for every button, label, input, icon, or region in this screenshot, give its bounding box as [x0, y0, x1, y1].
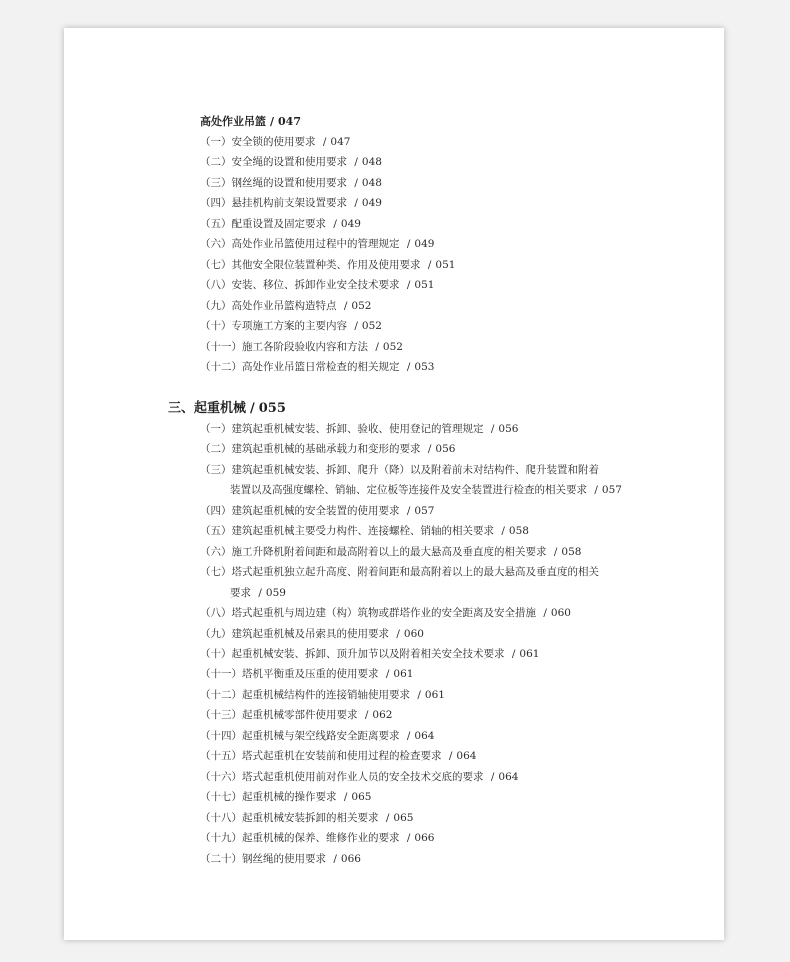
section-title: 三、起重机械	[168, 401, 247, 416]
entry-page: 057	[601, 484, 622, 497]
separator: /	[550, 545, 558, 558]
entry-page: 053	[414, 360, 435, 373]
toc-entry-continuation[interactable]	[200, 480, 622, 500]
entry-number: （四）	[200, 197, 232, 210]
separator: /	[487, 423, 495, 435]
toc-entry[interactable]	[200, 275, 455, 295]
entry-number: （六）	[200, 545, 232, 558]
entry-page: 049	[414, 238, 435, 251]
entry-title: 起重机械的操作要求	[242, 791, 337, 804]
separator: /	[250, 401, 255, 416]
separator: /	[255, 586, 262, 599]
entry-number: （十八）	[200, 811, 242, 824]
toc-entry[interactable]	[200, 214, 455, 234]
entry-page: 065	[393, 811, 414, 824]
toc-entry[interactable]	[200, 521, 622, 541]
entry-title: 配重设置及固定要求	[231, 217, 326, 230]
entry-page: 060	[550, 607, 571, 620]
toc-entry[interactable]	[200, 624, 622, 644]
entry-title: 起重机械零部件使用要求	[242, 709, 358, 722]
entry-number: （九）	[200, 627, 232, 640]
entry-page: 058	[508, 525, 529, 538]
heading-text: 高处作业吊篮	[200, 115, 266, 128]
separator: /	[424, 258, 432, 271]
entry-number: （十九）	[200, 832, 242, 845]
entry-page: 059	[265, 586, 286, 599]
entry-page: 052	[351, 299, 372, 312]
separator: /	[351, 176, 358, 189]
entry-number: （一）	[200, 423, 232, 435]
toc-entry[interactable]	[200, 705, 622, 725]
toc-entry[interactable]	[200, 828, 622, 848]
toc-entry[interactable]	[200, 316, 455, 336]
entry-number: （十一）	[200, 340, 242, 353]
toc-entry[interactable]	[200, 562, 622, 582]
entry-number: （五）	[200, 217, 232, 230]
entry-number: （十一）	[200, 668, 242, 681]
separator: /	[340, 791, 348, 804]
separator: /	[414, 688, 421, 701]
toc-entry[interactable]	[200, 439, 622, 459]
separator: /	[508, 647, 516, 660]
separator: /	[403, 729, 411, 742]
entry-page: 066	[340, 852, 361, 865]
entry-title: 建筑起重机械安装、拆卸、爬升（降）以及附着前未对结构件、爬升装置和附着	[231, 463, 599, 476]
entry-title: 塔式起重机独立起升高度、附着间距和最高附着以上的最大悬高及垂直度的相关	[231, 566, 599, 579]
toc-entry[interactable]	[200, 501, 622, 521]
separator: /	[540, 607, 547, 620]
section-page: 055	[258, 401, 286, 416]
entry-title: 其他安全限位装置种类、作用及使用要求	[231, 258, 421, 271]
separator: /	[403, 360, 411, 373]
entry-title: 起重机械的保养、维修作业的要求	[242, 832, 400, 845]
entry-title: 施工升降机附着间距和最高附着以上的最大悬高及垂直度的相关要求	[231, 545, 547, 558]
toc-entry[interactable]	[200, 685, 622, 705]
entry-page: 052	[361, 320, 382, 333]
toc-entry[interactable]	[200, 152, 455, 172]
entry-title: 高处作业吊篮构造特点	[231, 299, 337, 312]
entry-title: 高处作业吊篮使用过程中的管理规定	[231, 238, 400, 251]
entry-page: 048	[361, 176, 382, 189]
entry-title: 钢丝绳的设置和使用要求	[231, 176, 347, 189]
entry-number: （二）	[200, 156, 232, 169]
entry-page: 056	[498, 423, 519, 435]
entry-title: 安全锁的使用要求	[231, 136, 316, 148]
entry-page: 064	[498, 770, 519, 783]
separator: /	[361, 709, 369, 722]
entry-title: 起重机械安装、拆卸、顶升加节以及附着相关安全技术要求	[231, 647, 505, 660]
document-page	[64, 28, 724, 940]
toc-entry[interactable]	[200, 787, 622, 807]
separator: /	[424, 443, 432, 456]
toc-entry[interactable]	[200, 173, 455, 193]
entry-page: 051	[435, 258, 456, 271]
entry-title: 施工各阶段验收内容和方法	[242, 340, 368, 353]
entry-number: （十四）	[200, 729, 242, 742]
separator: /	[393, 627, 400, 640]
entry-page: 066	[414, 832, 435, 845]
entry-number: （十二）	[200, 360, 242, 373]
entry-number: （十六）	[200, 770, 242, 783]
toc-entry[interactable]	[200, 193, 455, 213]
toc-entry[interactable]	[200, 849, 622, 869]
toc-entry[interactable]	[200, 460, 622, 480]
toc-entry[interactable]	[200, 337, 455, 357]
toc-entry[interactable]	[200, 664, 622, 684]
separator: /	[382, 668, 390, 681]
entry-title: 安全绳的设置和使用要求	[231, 156, 347, 169]
separator: /	[403, 832, 411, 845]
entry-title: 建筑起重机械安装、拆卸、验收、使用登记的管理规定	[231, 423, 484, 435]
entry-page: 062	[372, 709, 393, 722]
toc-entry[interactable]	[200, 603, 622, 623]
separator: /	[382, 811, 390, 824]
entry-page: 052	[382, 340, 403, 353]
entry-page: 061	[424, 688, 445, 701]
toc-entry[interactable]	[200, 357, 455, 377]
entry-number: （九）	[200, 299, 232, 312]
entry-page: 051	[414, 279, 435, 292]
entry-number: （十）	[200, 647, 232, 660]
entry-page: 058	[561, 545, 582, 558]
entry-page: 061	[519, 647, 540, 660]
toc-entry[interactable]	[200, 255, 455, 275]
entry-title: 安装、移位、拆卸作业安全技术要求	[231, 279, 400, 292]
entry-title: 起重机械安装拆卸的相关要求	[242, 811, 379, 824]
entry-number: （三）	[200, 176, 232, 189]
entry-title: 塔式起重机在安装前和使用过程的检查要求	[242, 750, 442, 763]
toc-entry[interactable]	[200, 234, 455, 254]
entry-number: （二）	[200, 443, 232, 456]
entry-title: 悬挂机构前支架设置要求	[231, 197, 347, 210]
entry-page: 049	[361, 197, 382, 210]
toc-heading-hanging-basket[interactable]	[200, 114, 301, 130]
entry-number: （十七）	[200, 791, 242, 804]
toc-list-lifting-machinery	[200, 419, 622, 869]
entry-title: 塔机平衡重及压重的使用要求	[242, 668, 379, 681]
separator: /	[498, 525, 505, 538]
entry-number: （十五）	[200, 750, 242, 763]
entry-page: 064	[414, 729, 435, 742]
entry-title: 高处作业吊篮日常检查的相关规定	[242, 360, 400, 373]
entry-title: 建筑起重机械及吊索具的使用要求	[231, 627, 389, 640]
separator: /	[330, 217, 337, 230]
heading-page: 047	[278, 115, 301, 128]
entry-number: （七）	[200, 566, 232, 579]
entry-title-cont: 要求	[230, 586, 251, 599]
entry-page: 049	[340, 217, 361, 230]
separator: /	[351, 197, 358, 210]
entry-page: 065	[351, 791, 372, 804]
entry-number: （八）	[200, 607, 232, 620]
entry-number: （十）	[200, 320, 232, 333]
toc-entry[interactable]	[200, 419, 622, 439]
entry-number: （十二）	[200, 688, 242, 701]
toc-entry[interactable]	[200, 746, 622, 766]
entry-title: 建筑起重机械的基础承载力和变形的要求	[231, 443, 421, 456]
separator: /	[487, 770, 495, 783]
entry-title: 专项施工方案的主要内容	[231, 320, 347, 333]
entry-number: （二十）	[200, 852, 242, 865]
separator: /	[591, 484, 598, 497]
entry-title: 起重机械结构件的连接销轴使用要求	[242, 688, 410, 701]
separator: /	[340, 299, 348, 312]
entry-page: 047	[330, 136, 351, 148]
entry-page: 057	[414, 504, 435, 517]
toc-entry[interactable]	[200, 644, 622, 664]
separator: /	[445, 750, 453, 763]
entry-title: 钢丝绳的使用要求	[242, 852, 326, 865]
entry-title-cont: 装置以及高强度螺栓、销轴、定位板等连接件及安全装置进行检查的相关要求	[230, 484, 587, 497]
entry-number: （三）	[200, 463, 232, 476]
toc-entry[interactable]	[200, 296, 455, 316]
toc-entry-continuation[interactable]	[200, 583, 622, 603]
separator: /	[351, 320, 358, 333]
separator: /	[403, 238, 411, 251]
separator: /	[330, 852, 337, 865]
separator: /	[403, 504, 411, 517]
entry-number: （七）	[200, 258, 232, 271]
entry-number: （十三）	[200, 709, 242, 722]
entry-title: 塔式起重机使用前对作业人员的安全技术交底的要求	[242, 770, 484, 783]
toc-section-lifting-machinery[interactable]	[168, 400, 286, 418]
entry-page: 064	[456, 750, 477, 763]
separator: /	[351, 156, 358, 169]
toc-entry[interactable]	[200, 132, 455, 152]
entry-number: （六）	[200, 238, 232, 251]
toc-entry[interactable]	[200, 767, 622, 787]
entry-number: （五）	[200, 525, 232, 538]
separator: /	[372, 340, 379, 353]
toc-entry[interactable]	[200, 542, 622, 562]
entry-title: 建筑起重机械的安全装置的使用要求	[231, 504, 400, 517]
toc-entry[interactable]	[200, 726, 622, 746]
entry-number: （八）	[200, 279, 232, 292]
entry-page: 056	[435, 443, 456, 456]
separator: /	[270, 115, 275, 128]
entry-title: 建筑起重机械主要受力构件、连接螺栓、销轴的相关要求	[231, 525, 494, 538]
separator: /	[403, 279, 411, 292]
entry-page: 061	[393, 668, 414, 681]
entry-title: 起重机械与架空线路安全距离要求	[242, 729, 400, 742]
separator: /	[319, 136, 327, 148]
entry-title: 塔式起重机与周边建（构）筑物或群塔作业的安全距离及安全措施	[231, 607, 536, 620]
toc-entry[interactable]	[200, 808, 622, 828]
entry-number: （四）	[200, 504, 232, 517]
toc-list-hanging-basket	[200, 132, 455, 377]
entry-page: 060	[403, 627, 424, 640]
entry-number: （一）	[200, 136, 232, 148]
entry-page: 048	[361, 156, 382, 169]
